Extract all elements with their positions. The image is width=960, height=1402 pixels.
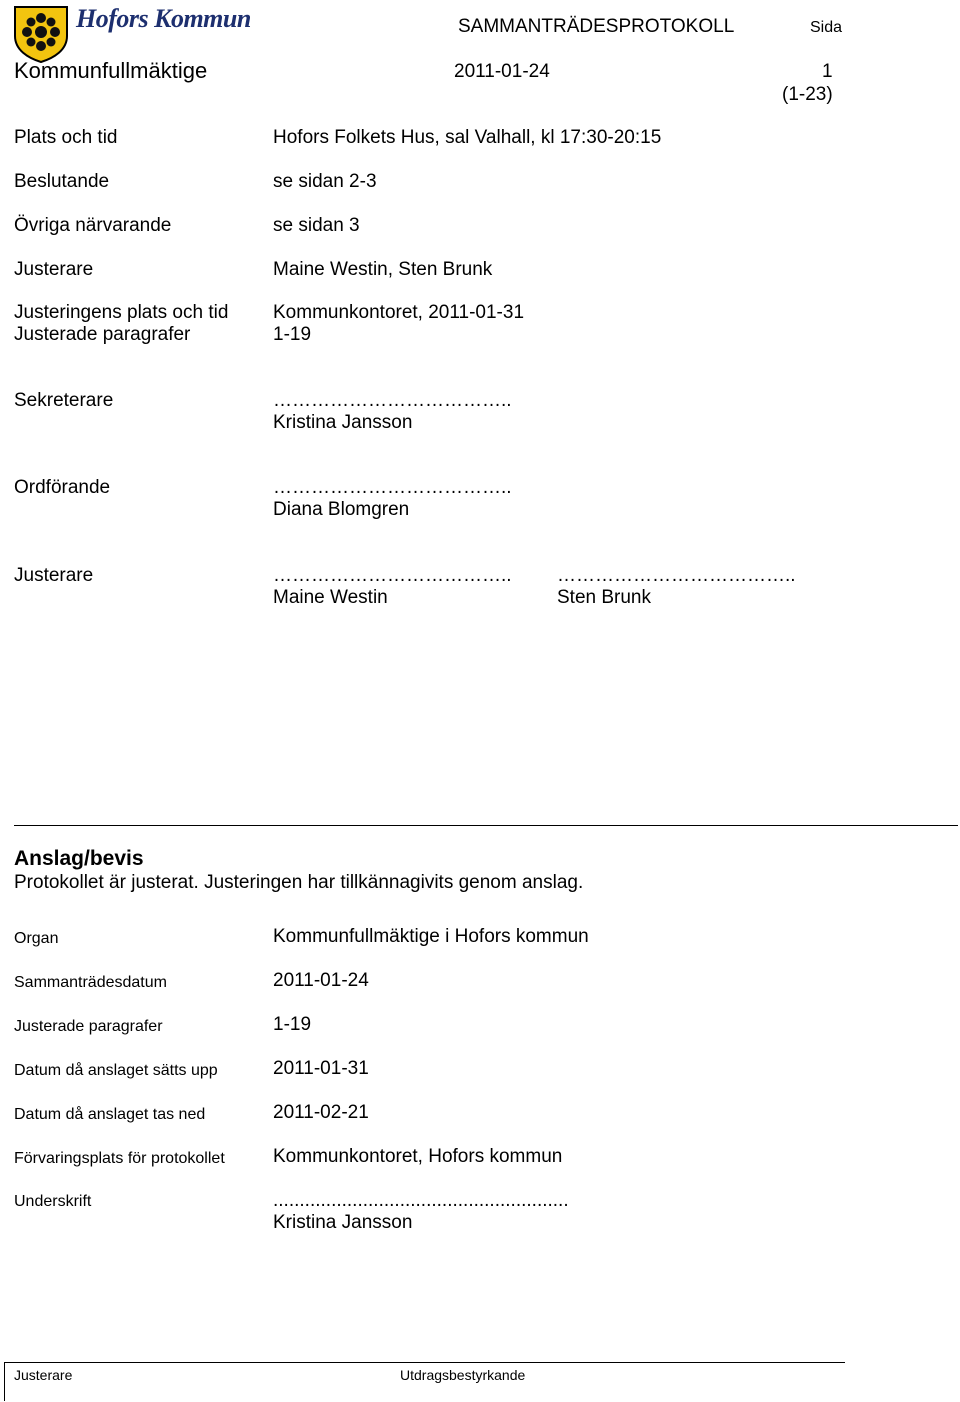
notice-row-value: 2011-01-31: [273, 1058, 369, 1079]
secretary-label: Sekreterare: [14, 390, 114, 411]
adjusters-label: Justerare: [14, 565, 94, 586]
notice-row-label: Organ: [14, 930, 59, 947]
meta-label: Justerare: [14, 259, 94, 280]
signatory-name: Kristina Jansson: [273, 1212, 413, 1233]
page-number: 1: [822, 61, 833, 82]
footer-certification-label: Utdragsbestyrkande: [400, 1367, 526, 1383]
signature-line: ………………………………..: [273, 565, 512, 586]
meta-value: se sidan 2-3: [273, 171, 377, 192]
brand-wordmark: Hofors Kommun: [76, 4, 251, 33]
notice-row-label: Förvaringsplats för protokollet: [14, 1150, 225, 1167]
meeting-date: 2011-01-24: [454, 61, 550, 82]
notice-row-label: Datum då anslaget tas ned: [14, 1106, 206, 1123]
chair-label: Ordförande: [14, 477, 111, 498]
secretary-name: Kristina Jansson: [273, 412, 413, 433]
adjuster-name: Sten Brunk: [557, 587, 651, 608]
signature-line: ………………………………..: [557, 565, 796, 586]
notice-row-value: Kommunkontoret, Hofors kommun: [273, 1146, 563, 1167]
signature-line: ………………………………..: [273, 477, 512, 498]
page-label: Sida: [810, 19, 843, 36]
notice-row-value: 1-19: [273, 1014, 312, 1035]
meta-value: Maine Westin, Sten Brunk: [273, 259, 493, 280]
meta-value: Kommunkontoret, 2011-01-31: [273, 302, 525, 323]
signature-label: Underskrift: [14, 1193, 92, 1210]
document-type: SAMMANTRÄDESPROTOKOLL: [458, 16, 735, 37]
footer-adjuster-label: Justerare: [14, 1367, 73, 1383]
notice-row-value: Kommunfullmäktige i Hofors kommun: [273, 926, 589, 947]
notice-row-value: 2011-01-24: [273, 970, 369, 991]
notice-text: Protokollet är justerat. Justeringen har tillkännagivits genom anslag.: [14, 872, 584, 893]
hofors-coat-of-arms-logo: [12, 4, 70, 64]
adjuster-name: Maine Westin: [273, 587, 388, 608]
meta-label: Justerade paragrafer: [14, 324, 191, 345]
signature-line: ........................................................: [273, 1190, 569, 1211]
signature-line: ………………………………..: [273, 390, 512, 411]
meta-label: Beslutande: [14, 171, 110, 192]
section-divider: [14, 825, 958, 826]
notice-row-label: Justerade paragrafer: [14, 1018, 163, 1035]
meta-value: se sidan 3: [273, 215, 360, 236]
meta-value: 1-19: [273, 324, 312, 345]
notice-row-label: Datum då anslaget sätts upp: [14, 1062, 218, 1079]
notice-row-label: Sammanträdesdatum: [14, 974, 167, 991]
notice-row-value: 2011-02-21: [273, 1102, 369, 1123]
meta-label: Plats och tid: [14, 127, 118, 148]
notice-title: Anslag/bevis: [14, 847, 144, 870]
meeting-body: Kommunfullmäktige: [14, 58, 208, 83]
chair-name: Diana Blomgren: [273, 499, 410, 520]
meta-label: Justeringens plats och tid: [14, 302, 229, 323]
meta-label: Övriga närvarande: [14, 215, 172, 236]
meta-value: Hofors Folkets Hus, sal Valhall, kl 17:30-20:15: [273, 127, 662, 148]
page-range: (1-23): [782, 84, 833, 105]
